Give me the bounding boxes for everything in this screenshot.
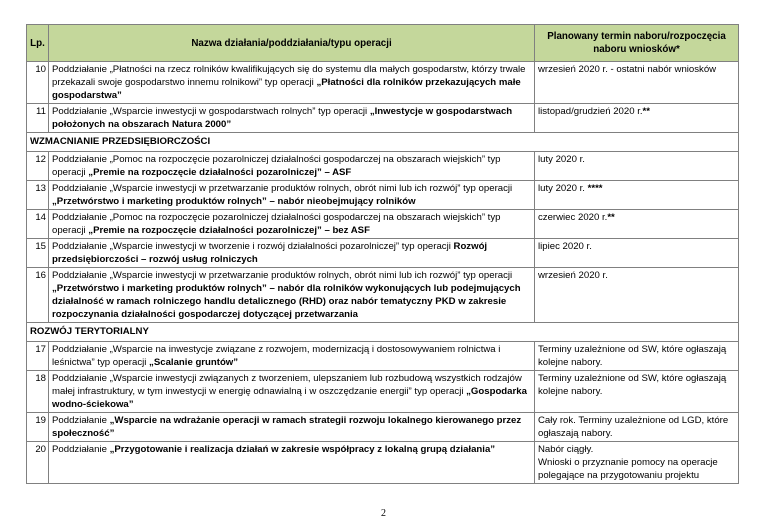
recruitment-term [535, 239, 739, 268]
rows-7-parts-segment: Poddziałanie „Wsparcie inwestycji w przetwarzanie produktów rolnych, obrót nimi lub ich rozwój” typ operacji [52, 270, 513, 281]
operation-description [49, 268, 535, 323]
recruitment-term [535, 371, 739, 413]
rows-0-term-segment: wrzesień 2020 r. - ostatni nabór wniosków [538, 64, 717, 75]
rows-0-parts-segment: Poddziałanie „Płatności na rzecz rolników kwalifikujących się do systemu dla małych gospodarstw, którzy trwale przekazali swoje gospodarstwo innemu rolnikowi” typ operacji [52, 64, 526, 88]
table-row [27, 239, 739, 268]
row-number: 10 [27, 62, 49, 104]
table-row [27, 210, 739, 239]
row-number: 17 [27, 342, 49, 371]
rows-1-term-segment: listopad/grudzień 2020 r. [538, 106, 643, 117]
rows-11-parts-segment: Poddziałanie [52, 415, 110, 426]
rows-1-parts-segment: „Inwestycje w gospodarstwach położonych na obszarach Natura 2000” [52, 106, 513, 130]
rows-5-parts-segment: Poddziałanie „Pomoc na rozpoczęcie pozarolniczej działalności gospodarczej na obszarach wiejskich” typ operacji [52, 212, 501, 236]
table-row [27, 371, 739, 413]
rows-4-term-segment: **** [587, 183, 603, 194]
row-number: 20 [27, 442, 49, 484]
rows-9-term-segment: Terminy uzależnione od SW, które ogłaszają kolejne nabory. [538, 344, 727, 368]
rows-1-parts-segment: Poddziałanie „Wsparcie inwestycji w gospodarstwach rolnych” typ operacji [52, 106, 370, 117]
rows-7-term-segment: wrzesień 2020 r. [538, 270, 608, 281]
rows-10-parts-segment: „Gospodarka wodno-ściekowa” [52, 386, 527, 410]
recruitment-term [535, 62, 739, 104]
row-number: 13 [27, 181, 49, 210]
operation-description [49, 342, 535, 371]
rows-7-parts-segment: „Przetwórstwo i marketing produktów rolnych” – nabór dla rolników wykonujących lub podejmujących działalność w ramach rolniczego handlu detalicznego (RHD) oraz nabór tematyczny PKD w zakresie rozpoczynania działalności gospodarczej dotyczącej przetwarzania [52, 283, 521, 320]
row-number: 18 [27, 371, 49, 413]
operation-description [49, 62, 535, 104]
operation-description [49, 210, 535, 239]
rows-9-parts-segment: „Scalanie gruntów” [149, 357, 239, 368]
table-row [27, 342, 739, 371]
rows-11-term-segment: Cały rok. Terminy uzależnione od LGD, które ogłaszają nabory. [538, 415, 729, 439]
operation-description [49, 413, 535, 442]
operation-description [49, 442, 535, 484]
row-number: 11 [27, 104, 49, 133]
section-row [27, 323, 739, 342]
recruitment-term [535, 152, 739, 181]
rows-6-parts-segment: Poddziałanie „Wsparcie inwestycji w tworzenie i rozwój działalności pozarolniczej” typ operacji [52, 241, 454, 252]
table-row [27, 442, 739, 484]
row-number: 14 [27, 210, 49, 239]
header-term: Planowany termin naboru/rozpoczęcia naboru wniosków* [535, 25, 739, 62]
operation-description [49, 152, 535, 181]
section-row [27, 133, 739, 152]
rows-11-parts-segment: „Wsparcie na wdrażanie operacji w ramach strategii rozwoju lokalnego kierowanego przez społeczność” [52, 415, 522, 439]
header-lp: Lp. [27, 25, 49, 62]
rows-5-term-segment: czerwiec 2020 r. [538, 212, 608, 223]
rows-4-parts-segment: Poddziałanie „Wsparcie inwestycji w przetwarzanie produktów rolnych, obrót nimi lub ich rozwój” typ operacji [52, 183, 513, 194]
operations-table [26, 24, 739, 484]
rows-10-term-segment: Terminy uzależnione od SW, które ogłaszają kolejne nabory. [538, 373, 727, 397]
rows-3-parts-segment: „Premie na rozpoczęcie działalności pozarolniczej” – ASF [88, 167, 352, 178]
rows-3-term-segment: luty 2020 r. [538, 154, 585, 165]
row-number: 19 [27, 413, 49, 442]
rows-5-term-segment: ** [607, 212, 615, 223]
rows-12-term-segment: Wnioski o przyznanie pomocy na operacje polegające na przygotowaniu projektu [538, 457, 718, 481]
table-row [27, 268, 739, 323]
rows-4-parts-segment: „Przetwórstwo i marketing produktów rolnych” – nabór nieobejmujący rolników [52, 196, 416, 207]
rows-10-parts-segment: Poddziałanie „Wsparcie inwestycji związanych z tworzeniem, ulepszaniem lub rozbudową wszystkich rodzajów małej infrastruktury, w tym inwestycji w energię odnawialną i w oszczędzanie energii” typ operacji [52, 373, 522, 397]
table-row [27, 181, 739, 210]
row-number: 15 [27, 239, 49, 268]
operation-description [49, 104, 535, 133]
rows-12-parts-segment: „Przygotowanie i realizacja działań w zakresie współpracy z lokalną grupą działania” [109, 444, 496, 455]
table-row [27, 152, 739, 181]
recruitment-term [535, 210, 739, 239]
row-number: 16 [27, 268, 49, 323]
table-body [27, 62, 739, 484]
rows-6-parts-segment: Rozwój przedsiębiorczości – rozwój usług rolniczych [52, 241, 488, 265]
table-row [27, 62, 739, 104]
recruitment-term [535, 104, 739, 133]
recruitment-term [535, 442, 739, 484]
rows-3-parts-segment: Poddziałanie „Pomoc na rozpoczęcie pozarolniczej działalności gospodarczej na obszarach wiejskich” typ operacji [52, 154, 501, 178]
row-number: 12 [27, 152, 49, 181]
operation-description [49, 181, 535, 210]
rows-4-term-segment: luty 2020 r. [538, 183, 588, 194]
table-row [27, 104, 739, 133]
rows-12-parts-segment: Poddziałanie [52, 444, 110, 455]
rows-0-parts-segment: „Płatności dla rolników przekazujących małe gospodarstwa” [52, 77, 521, 101]
recruitment-term [535, 268, 739, 323]
header-name: Nazwa działania/poddziałania/typu operacji [49, 25, 535, 62]
operation-description [49, 371, 535, 413]
rows-9-parts-segment: Poddziałanie „Wsparcie na inwestycje związane z rozwojem, modernizacją i dostosowywaniem rolnictwa i leśnictwa” typ operacji [52, 344, 501, 368]
recruitment-term [535, 342, 739, 371]
table-header-row [27, 25, 739, 62]
recruitment-term [535, 413, 739, 442]
page-number: 2 [381, 508, 386, 519]
section-label: WZMACNIANIE PRZEDSIĘBIORCZOŚCI [27, 133, 739, 152]
table-row [27, 413, 739, 442]
recruitment-term [535, 181, 739, 210]
rows-12-term-segment: Nabór ciągły. [538, 444, 594, 455]
rows-6-term-segment: lipiec 2020 r. [538, 241, 592, 252]
section-label: ROZWÓJ TERYTORIALNY [27, 323, 739, 342]
rows-5-parts-segment: „Premie na rozpoczęcie działalności pozarolniczej” – bez ASF [88, 225, 370, 236]
operation-description [49, 239, 535, 268]
rows-1-term-segment: ** [642, 106, 651, 117]
